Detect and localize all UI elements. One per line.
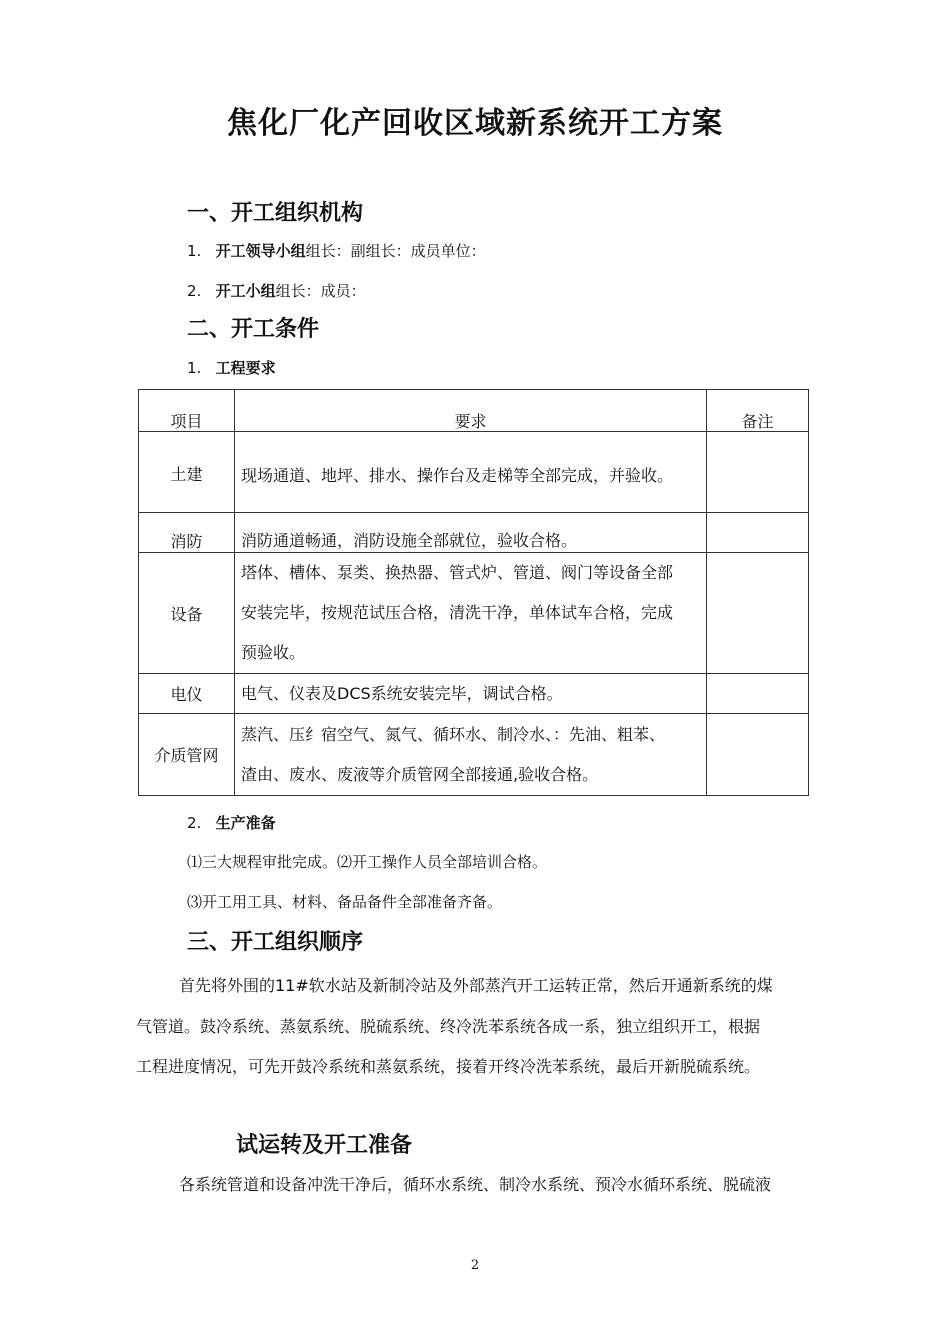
requirements-table	[138, 389, 809, 796]
row-note	[707, 513, 809, 553]
row-requirement-line: 预验收。	[241, 643, 306, 662]
row-requirement	[235, 513, 707, 553]
header-note: 备注	[707, 390, 809, 432]
section-heading-trial-run: 试运转及开工准备	[236, 1133, 413, 1158]
org-item-2-num: 2.	[187, 282, 202, 300]
org-item-2-label: 开工小组	[215, 282, 276, 300]
table-row	[139, 513, 809, 553]
org-item-1-num: 1.	[187, 242, 202, 260]
header-item: 项目	[139, 390, 235, 432]
row-requirement-line: 安装完毕，按规范试压合格，清洗干净，单体试车合格，完成	[241, 603, 674, 622]
sub-heading-engineering-label: 工程要求	[215, 359, 276, 377]
row-note	[707, 432, 809, 513]
section-heading-sequence: 三、开工组织顺序	[187, 930, 364, 955]
row-requirement	[235, 553, 707, 674]
sub-heading-engineering	[187, 357, 276, 378]
row-requirement-line: 塔体、槽体、泵类、换热器、管式炉、管道、阀门等设备全部	[241, 563, 674, 582]
row-note	[707, 553, 809, 674]
page-number: 2	[470, 1258, 480, 1273]
table-row	[139, 674, 809, 714]
sequence-line-1: 首先将外围的11#软水站及新制冷站及外部蒸汽开工运转正常，然后开通新系统的煤	[179, 976, 773, 995]
row-item: 电仪	[139, 674, 235, 714]
header-requirement: 要求	[235, 390, 707, 432]
page-title: 焦化厂化产回收区域新系统开工方案	[227, 106, 723, 141]
row-requirement-line: 现场通道、地坪、排水、操作台及走梯等全部完成，并验收。	[241, 466, 674, 485]
row-requirement-line: 消防通道畅通，消防设施全部就位，验收合格。	[241, 531, 578, 550]
section-heading-conditions: 二、开工条件	[187, 317, 320, 342]
org-item-1	[187, 240, 486, 261]
org-item-1-text: 组长：副组长：成员单位：	[305, 242, 486, 260]
row-requirement	[235, 674, 707, 714]
section-heading-org: 一、开工组织机构	[187, 201, 364, 226]
row-item: 介质管网	[139, 714, 235, 796]
table-row	[139, 553, 809, 674]
prep-line-1: ⑴三大规程审批完成。⑵开工操作人员全部培训合格。	[187, 853, 548, 871]
row-item: 土建	[139, 432, 235, 513]
row-requirement	[235, 714, 707, 796]
trial-run-line: 各系统管道和设备冲洗干净后，循环水系统、制冷水系统、预冷水循环系统、脱硫液	[179, 1175, 772, 1194]
sub-heading-production-label: 生产准备	[215, 814, 276, 832]
sub-heading-engineering-num: 1.	[187, 359, 202, 377]
row-requirement-line: 渣由、废水、废液等介质管网全部接通,验收合格。	[241, 764, 599, 784]
prep-line-2: ⑶开工用工具、材料、备品备件全部准备齐备。	[187, 893, 503, 911]
row-item: 消防	[139, 513, 235, 553]
sub-heading-production-num: 2.	[187, 814, 202, 832]
row-item: 设备	[139, 553, 235, 674]
org-item-2	[187, 280, 366, 301]
table-header-row	[139, 390, 809, 432]
row-note	[707, 674, 809, 714]
row-requirement-line: 电气、仪表及DCS系统安装完毕，调试合格。	[241, 683, 563, 703]
table-row	[139, 714, 809, 796]
org-item-1-label: 开工领导小组	[215, 242, 306, 260]
sequence-line-2: 气管道。鼓冷系统、蒸氨系统、脱硫系统、终冷洗苯系统各成一系，独立组织开工，根据	[136, 1017, 761, 1036]
org-item-2-text: 组长：成员：	[275, 282, 366, 300]
sub-heading-production	[187, 812, 276, 833]
row-requirement	[235, 432, 707, 513]
row-requirement-line: 蒸汽、压纟宿空气、氮气、循环水、制冷水、：先油、粗苯、	[241, 724, 666, 744]
row-note	[707, 714, 809, 796]
sequence-line-3: 工程进度情况，可先开鼓冷系统和蒸氨系统，接着开终冷洗苯系统，最后开新脱硫系统。	[136, 1057, 761, 1076]
table-row	[139, 432, 809, 513]
